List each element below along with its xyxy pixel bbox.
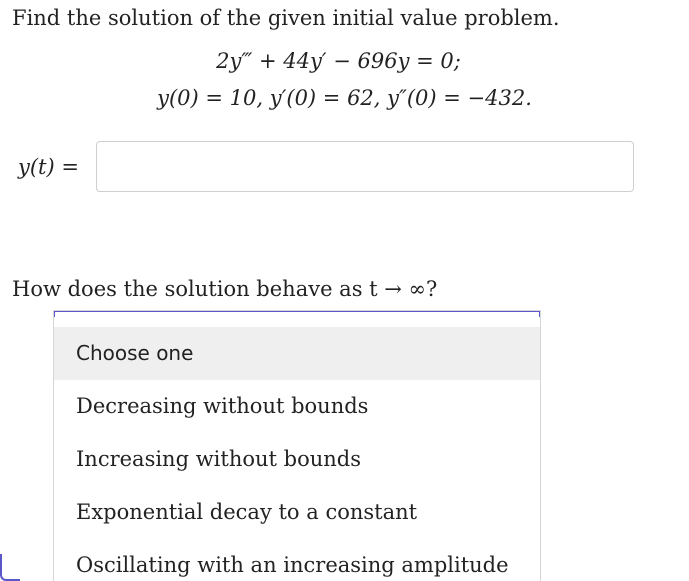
dropdown-focus-border	[53, 310, 541, 312]
dropdown-option-decreasing[interactable]: Decreasing without bounds	[76, 394, 369, 418]
answer-input[interactable]	[96, 141, 634, 192]
initial-conditions-text: y(0) = 10, y′(0) = 62, y″(0) = −432.	[157, 86, 532, 110]
initial-conditions	[0, 84, 689, 112]
focus-corner-mark	[0, 554, 20, 581]
dropdown-option-increasing[interactable]: Increasing without bounds	[76, 447, 361, 471]
problem-prompt: Find the solution of the given initial value problem.	[12, 6, 560, 30]
dropdown-focus-corner-left	[53, 310, 55, 317]
dropdown-option-oscillating[interactable]: Oscillating with an increasing amplitude	[76, 553, 509, 577]
answer-label: y(t) =	[18, 155, 79, 179]
equation-text: 2y‴ + 44y′ − 696y = 0;	[216, 49, 461, 73]
dropdown-focus-corner-right	[539, 310, 541, 317]
behavior-question: How does the solution behave as t → ∞?	[12, 277, 438, 301]
differential-equation	[0, 47, 683, 75]
behavior-dropdown-menu[interactable]	[53, 310, 541, 581]
dropdown-option-exponential-decay[interactable]: Exponential decay to a constant	[76, 500, 418, 524]
dropdown-option-placeholder[interactable]: Choose one	[54, 327, 540, 380]
